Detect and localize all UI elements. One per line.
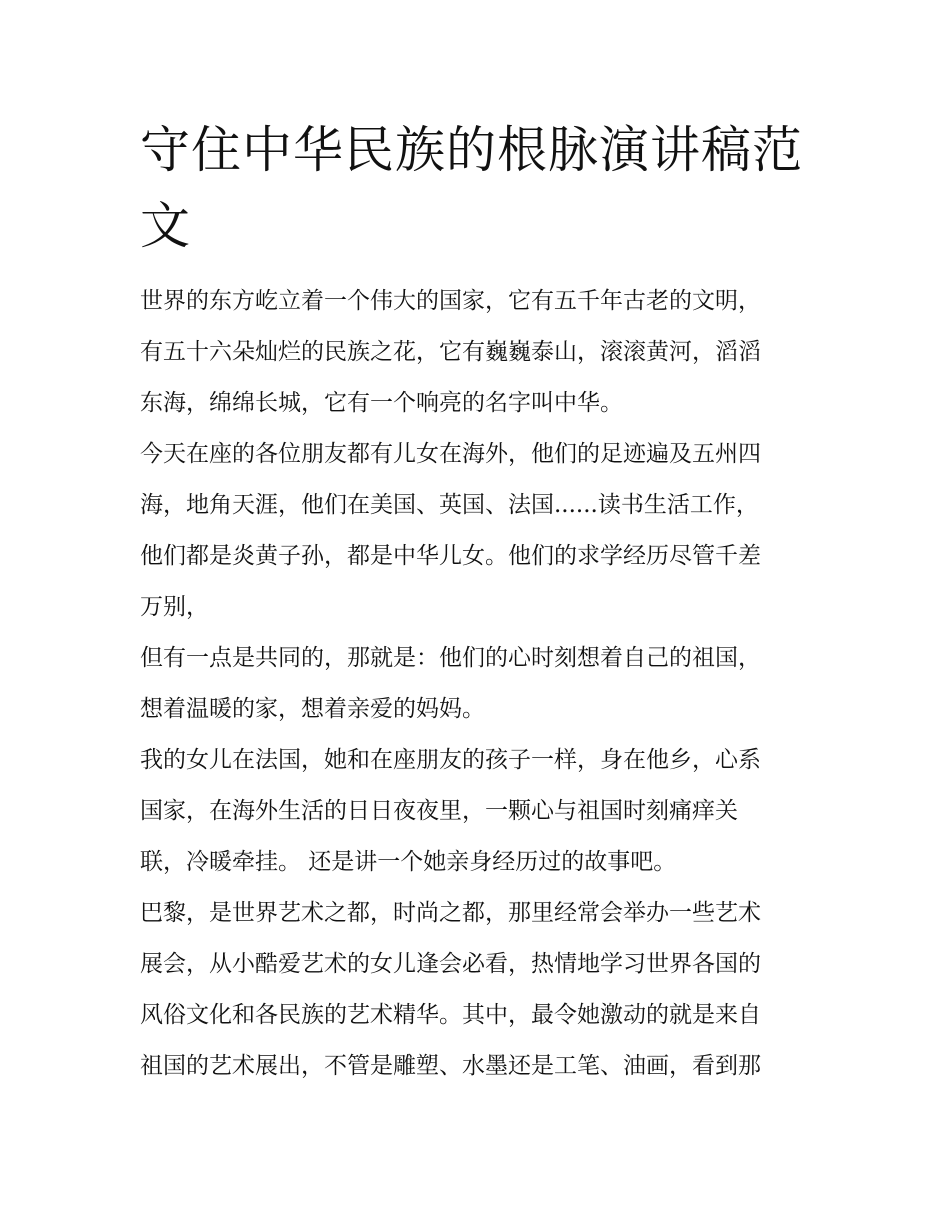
document-title — [140, 112, 803, 264]
paragraph — [140, 633, 820, 735]
text-line: 他们都是炎黄子孙，都是中华儿女。他们的求学经历尽管千差 — [140, 543, 761, 569]
title-line: 文 — [140, 197, 191, 255]
paragraph — [140, 735, 820, 888]
paragraph — [140, 276, 820, 429]
text-line: 万别， — [140, 594, 209, 620]
text-line: 东海，绵绵长城，它有一个响亮的名字叫中华。 — [140, 390, 623, 416]
text-line: 海，地角天涯，他们在美国、英国、法国......读书生活工作， — [140, 492, 759, 518]
text-line: 我的女儿在法国，她和在座朋友的孩子一样，身在他乡，心系 — [140, 747, 761, 773]
text-line: 但有一点是共同的，那就是：他们的心时刻想着自己的祖国， — [140, 645, 761, 671]
document-page — [140, 112, 820, 1092]
text-line: 风俗文化和各民族的艺术精华。其中，最令她激动的就是来自 — [140, 1002, 761, 1028]
text-line: 世界的东方屹立着一个伟大的国家，它有五千年古老的文明， — [140, 288, 761, 314]
document-body — [140, 276, 820, 1092]
text-line: 想着温暖的家，想着亲爱的妈妈。 — [140, 696, 485, 722]
text-line: 国家，在海外生活的日日夜夜里，一颗心与祖国时刻痛痒关 — [140, 798, 738, 824]
paragraph — [140, 888, 820, 1092]
text-line: 巴黎，是世界艺术之都，时尚之都，那里经常会举办一些艺术 — [140, 900, 761, 926]
text-line: 今天在座的各位朋友都有儿女在海外，他们的足迹遍及五州四 — [140, 441, 761, 467]
text-line: 祖国的艺术展出，不管是雕塑、水墨还是工笔、油画，看到那 — [140, 1053, 761, 1079]
title-line: 守住中华民族的根脉演讲稿范 — [140, 121, 803, 179]
text-line: 有五十六朵灿烂的民族之花，它有巍巍泰山，滚滚黄河，滔滔 — [140, 339, 761, 365]
paragraph — [140, 429, 820, 633]
text-line: 联，冷暖牵挂。 还是讲一个她亲身经历过的故事吧。 — [140, 849, 677, 875]
text-line: 展会，从小酷爱艺术的女儿逢会必看，热情地学习世界各国的 — [140, 951, 761, 977]
